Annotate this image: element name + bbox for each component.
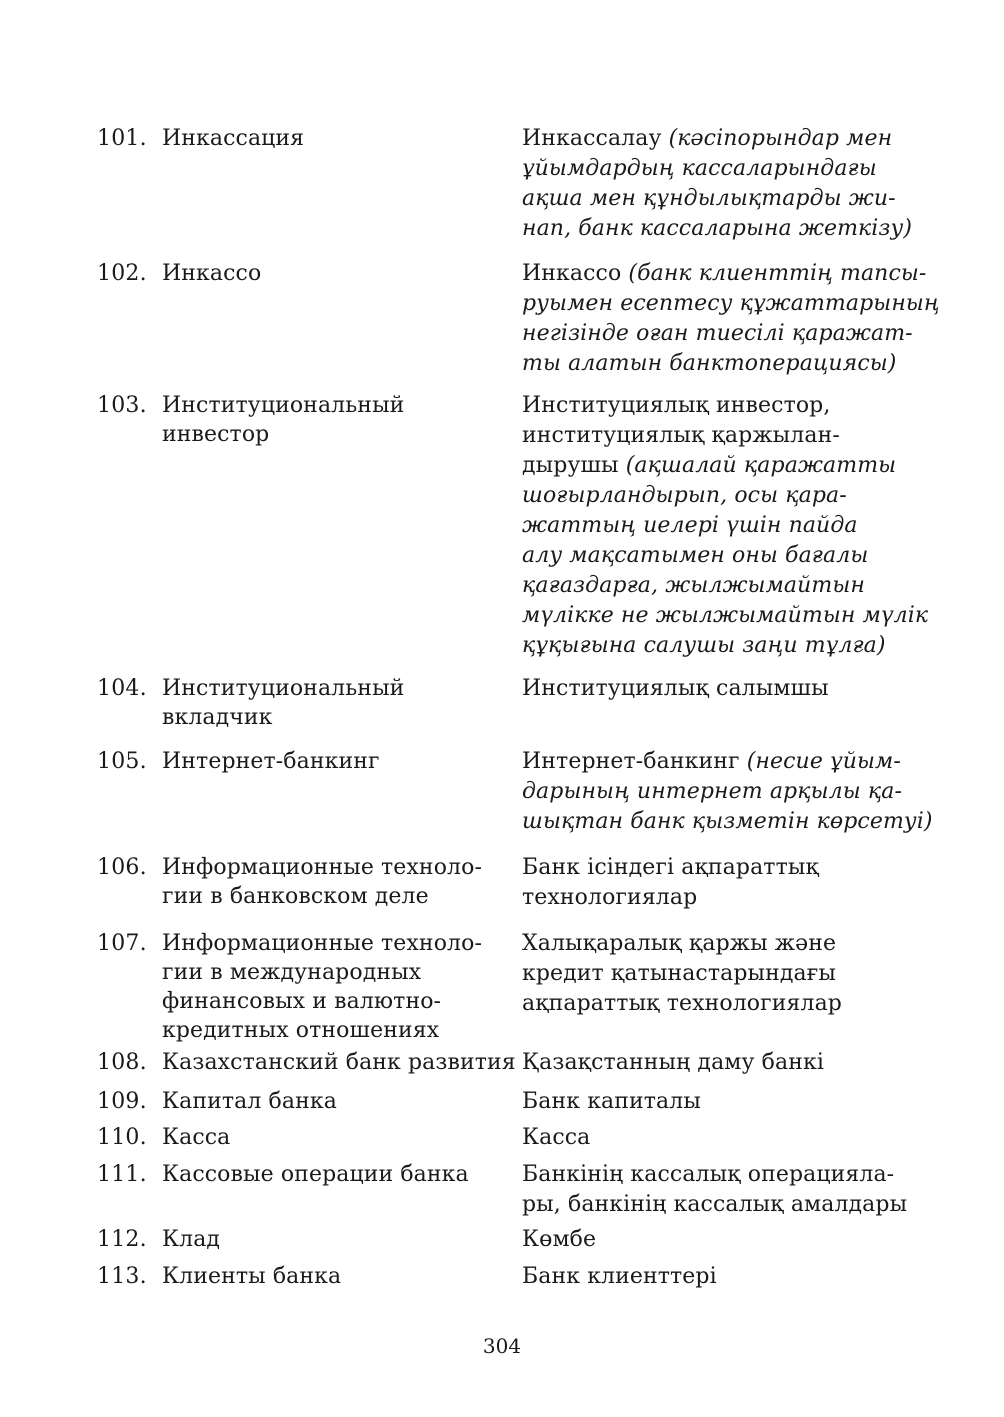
russian-term-line: инвестор: [162, 422, 270, 447]
entry-number: 111.: [97, 1162, 147, 1187]
kazakh-translation-line: [522, 511, 922, 541]
kazakh-translation: [522, 929, 922, 1019]
entry-number: 104.: [97, 676, 147, 701]
kazakh-translation-line: [522, 214, 922, 244]
kazakh-translation-line: ақпараттық технологиялар: [522, 991, 842, 1016]
kazakh-translation-line: кредит қатынастарындағы: [522, 961, 836, 986]
entry-number: 107.: [97, 931, 147, 956]
kazakh-translation-line: Касса: [522, 1125, 591, 1150]
translation-explanation: қағаздарға, жылжымайтын: [522, 573, 865, 598]
translation-explanation: ұйымдардың кассаларындағы: [522, 156, 877, 181]
translation-explanation: шоғырландырып, осы қара-: [522, 483, 847, 508]
russian-term-line: Информационные техноло-: [162, 931, 482, 956]
kazakh-translation-line: Көмбе: [522, 1227, 597, 1252]
kazakh-translation: [522, 747, 933, 837]
russian-term-line: финансовых и валютно-: [162, 989, 442, 1014]
russian-term-line: Информационные техноло-: [162, 855, 482, 880]
kazakh-translation-line: [522, 481, 922, 511]
russian-term: [162, 259, 507, 288]
kazakh-translation-line: Инкассо (банк клиенттің тапсы-: [522, 261, 927, 286]
translation-explanation: шықтан банк қызметін көрсетуі): [522, 809, 933, 834]
entry-number: 113.: [97, 1264, 147, 1289]
russian-term: [162, 747, 507, 776]
entry-number: 103.: [97, 393, 147, 418]
russian-term-line: вкладчик: [162, 705, 273, 730]
kazakh-translation-line: Банк ісіндегі ақпараттық: [522, 855, 819, 880]
entry-number: 108.: [97, 1050, 147, 1075]
page-number: 304: [482, 1334, 522, 1358]
russian-term: [162, 124, 507, 153]
russian-term: [162, 1123, 507, 1152]
russian-term-line: кредитных отношениях: [162, 1018, 440, 1043]
russian-term-line: Институциональный: [162, 676, 405, 701]
translation-explanation: ты алатын банктоперациясы): [522, 351, 897, 376]
russian-term: [162, 1225, 507, 1254]
russian-term: [162, 1160, 507, 1189]
entry-number: 101.: [97, 126, 147, 151]
russian-term: [162, 391, 507, 449]
kazakh-translation: [522, 391, 929, 661]
kazakh-translation-line: Институциялық инвестор,: [522, 393, 831, 418]
translation-explanation: ақша мен құндылықтарды жи-: [522, 186, 896, 211]
russian-term-line: Инкассо: [162, 261, 262, 286]
kazakh-translation-line: дырушы (ақшалай қаражатты: [522, 453, 897, 478]
kazakh-translation-line: Банкінің кассалық операцияла-: [522, 1162, 895, 1187]
kazakh-translation-line: [522, 571, 922, 601]
translation-explanation: құқығына салушы заңи тұлға): [522, 633, 886, 658]
russian-term-line: Казахстанский банк развития: [162, 1050, 516, 1075]
russian-term: [162, 853, 507, 911]
russian-term: [162, 674, 507, 732]
kazakh-translation-line: [522, 541, 922, 571]
russian-term-line: Инкассация: [162, 126, 305, 151]
kazakh-translation-line: Банк клиенттері: [522, 1264, 717, 1289]
kazakh-translation-line: [522, 807, 933, 837]
kazakh-translation-line: Банк капиталы: [522, 1089, 701, 1114]
russian-term-line: Клад: [162, 1227, 221, 1252]
kazakh-translation: [522, 1160, 922, 1220]
translation-explanation: нап, банк кассаларына жеткізу): [522, 216, 913, 241]
kazakh-translation: [522, 124, 922, 244]
kazakh-translation: [522, 1123, 922, 1153]
russian-term-line: Кассовые операции банка: [162, 1162, 469, 1187]
translation-explanation: руымен есептесу құжаттарының: [522, 291, 940, 316]
entry-number: 102.: [97, 261, 147, 286]
entry-number: 110.: [97, 1125, 147, 1150]
kazakh-translation-line: Институциялық салымшы: [522, 676, 829, 701]
entry-number: 109.: [97, 1089, 147, 1114]
russian-term-line: гии в банковском деле: [162, 884, 429, 909]
kazakh-translation: [522, 674, 922, 704]
russian-term-line: гии в международных: [162, 960, 422, 985]
kazakh-translation-line: Халықаралық қаржы және: [522, 931, 837, 956]
kazakh-translation-line: [522, 154, 922, 184]
kazakh-translation-line: технологиялар: [522, 885, 698, 910]
russian-term-line: Капитал банка: [162, 1089, 337, 1114]
kazakh-translation-line: [522, 349, 922, 379]
kazakh-translation: [522, 853, 922, 913]
kazakh-translation: [522, 1087, 922, 1117]
entry-number: 105.: [97, 749, 147, 774]
translation-explanation: (банк клиенттің тапсы-: [628, 261, 927, 286]
kazakh-translation-line: [522, 631, 922, 661]
russian-term-line: Интернет-банкинг: [162, 749, 380, 774]
kazakh-translation-line: Интернет-банкинг (несие ұйым-: [522, 749, 901, 774]
entry-number: 112.: [97, 1227, 147, 1252]
translation-explanation: (кәсіпорындар мен: [668, 126, 893, 151]
translation-explanation: (ақшалай қаражатты: [625, 453, 897, 478]
translation-explanation: (несие ұйым-: [746, 749, 901, 774]
translation-explanation: жаттың иелері үшін пайда: [522, 513, 858, 538]
kazakh-translation: [522, 259, 940, 379]
kazakh-translation-line: [522, 601, 929, 631]
russian-term: [162, 1087, 507, 1116]
russian-term: [162, 929, 507, 1045]
russian-term: [162, 1262, 507, 1291]
kazakh-translation-line: Инкассалау (кәсіпорындар мен: [522, 126, 893, 151]
translation-explanation: алу мақсатымен оны бағалы: [522, 543, 869, 568]
kazakh-translation-line: [522, 777, 922, 807]
translation-explanation: негізінде оған тиесілі қаражат-: [522, 321, 913, 346]
kazakh-translation: [522, 1225, 922, 1255]
russian-term-line: Институциональный: [162, 393, 405, 418]
kazakh-translation: [522, 1262, 922, 1292]
russian-term-line: Касса: [162, 1125, 231, 1150]
kazakh-translation-line: [522, 319, 922, 349]
kazakh-translation-line: [522, 184, 922, 214]
russian-term-line: Клиенты банка: [162, 1264, 342, 1289]
translation-explanation: дарының интернет арқылы қа-: [522, 779, 903, 804]
kazakh-translation-line: ры, банкінің кассалық амалдары: [522, 1192, 908, 1217]
kazakh-translation-line: Қазақстанның даму банкі: [522, 1050, 824, 1075]
russian-term: [162, 1048, 516, 1077]
entry-number: 106.: [97, 855, 147, 880]
translation-explanation: мүлікке не жылжымайтын мүлік: [522, 603, 929, 628]
kazakh-translation-line: [522, 289, 940, 319]
kazakh-translation-line: институциялық қаржылан-: [522, 423, 840, 448]
kazakh-translation: [522, 1048, 922, 1078]
